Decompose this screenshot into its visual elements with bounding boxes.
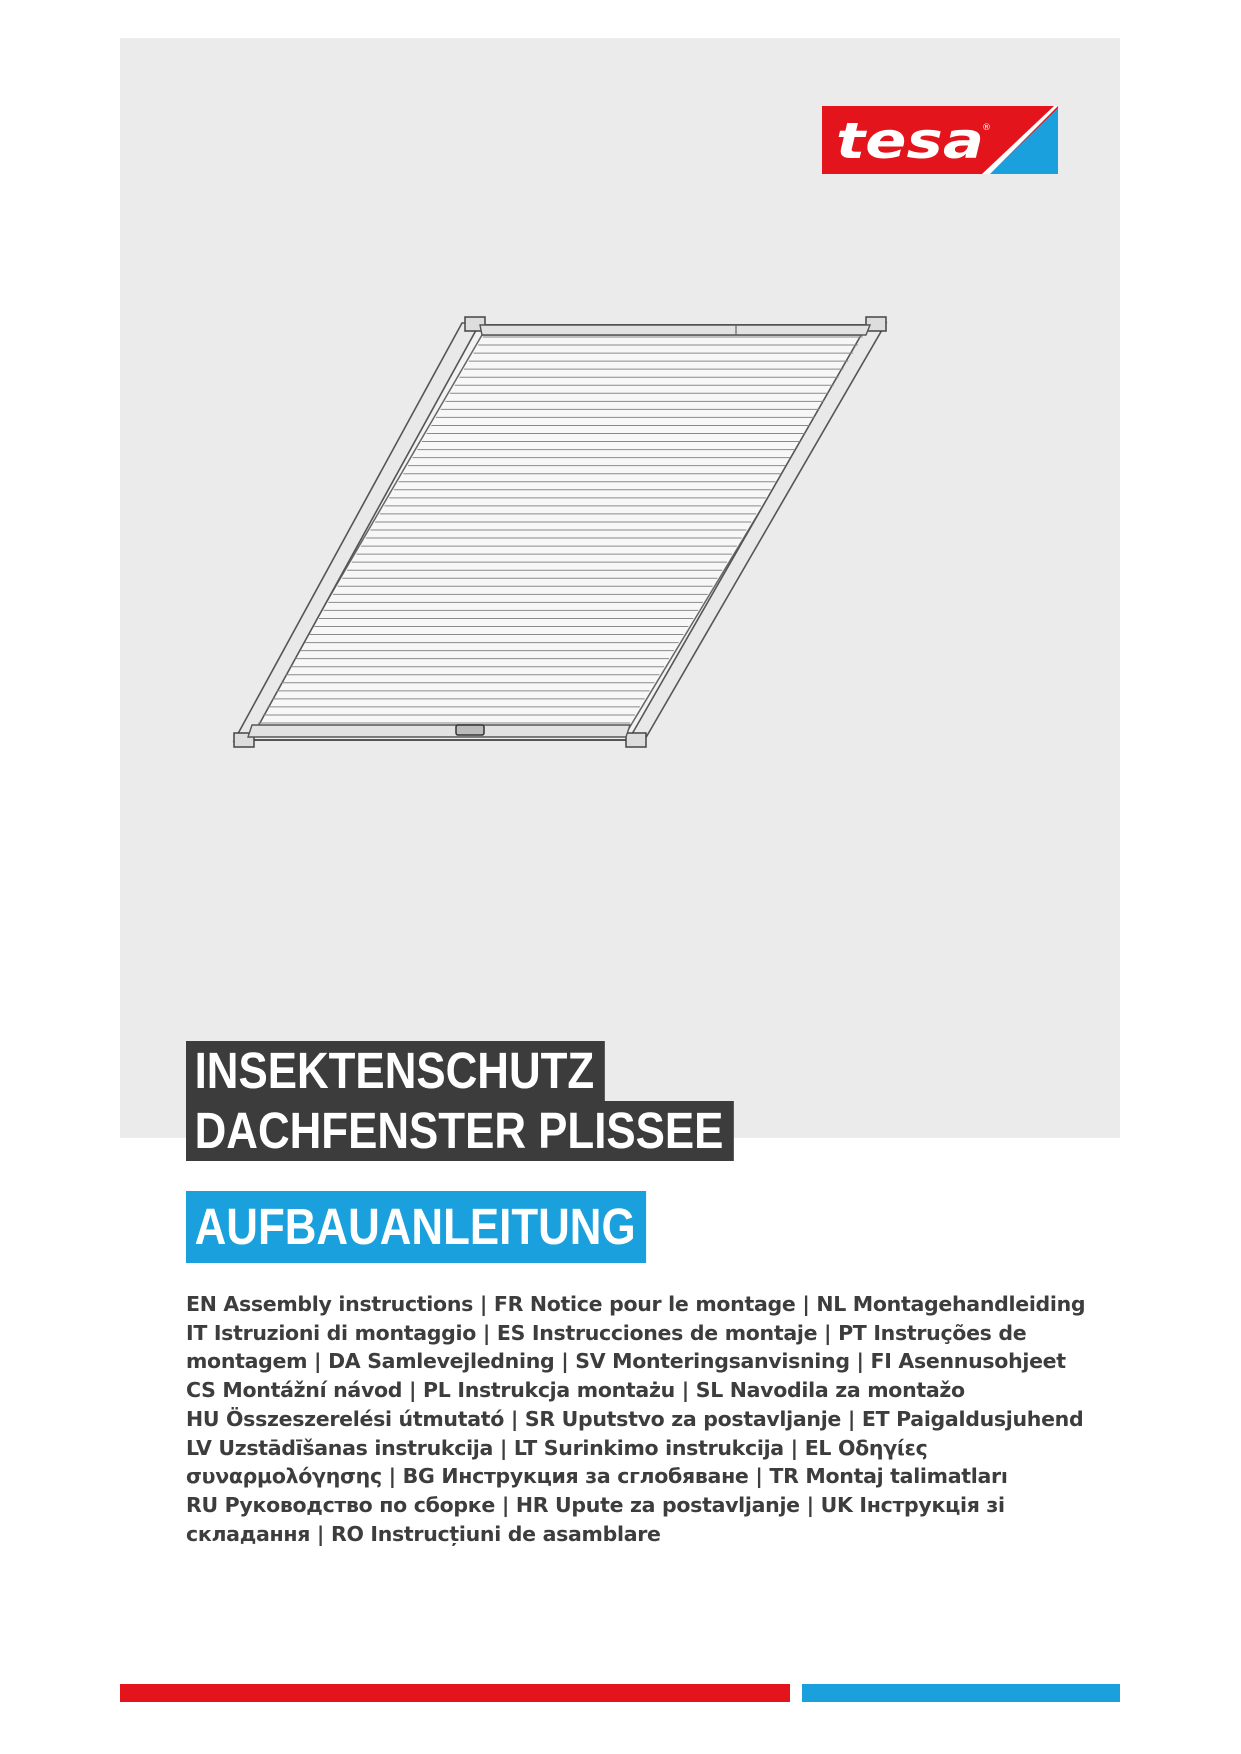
language-line: IT Istruzioni di montaggio | ES Instrucciones de montaje | PT Instruções de [186,1320,1027,1345]
tesa-logo [822,106,1058,174]
language-list [186,1290,1086,1548]
footer-red-bar [120,1684,790,1702]
subtitle-assembly-instructions: AUFBAUANLEITUNG [186,1191,646,1263]
language-line: montagem | DA Samlevejledning | SV Monteringsanvisning | FI Asennusohjeet [186,1349,1066,1374]
language-line: EN Assembly instructions | FR Notice pour le montage | NL Montagehandleiding [186,1292,1086,1316]
language-line: RU Руководство по сборке | HR Upute za postavljanje | UK Інструкція зі [186,1492,1005,1517]
footer-blue-bar [802,1684,1120,1702]
svg-text:®: ® [982,123,991,133]
roof-window-pleated-screen-illustration [230,313,970,853]
language-line: складання | RO Instrucțiuni de asamblare [186,1521,661,1546]
title-line-1: INSEKTENSCHUTZ [186,1041,605,1101]
logo-wordmark: tesa [836,112,984,170]
language-line: HU Összeszerelési útmutató | SR Uputstvo za postavljanje | ET Paigaldusjuhend [186,1406,1084,1431]
cover-hero [120,38,1120,1138]
language-line: συναρμολόγησης | BG Инструкция за сглобяване | TR Montaj talimatları [186,1464,1008,1489]
title-line-2: DACHFENSTER PLISSEE [186,1101,734,1161]
language-line: LV Uzstādīšanas instrukcija | LT Surinkimo instrukcija | EL Οδηγίες [186,1435,928,1460]
title-block [186,1041,823,1161]
manual-cover [120,38,1120,1718]
language-line: CS Montážní návod | PL Instrukcja montażu | SL Navodila za montažo [186,1378,965,1403]
